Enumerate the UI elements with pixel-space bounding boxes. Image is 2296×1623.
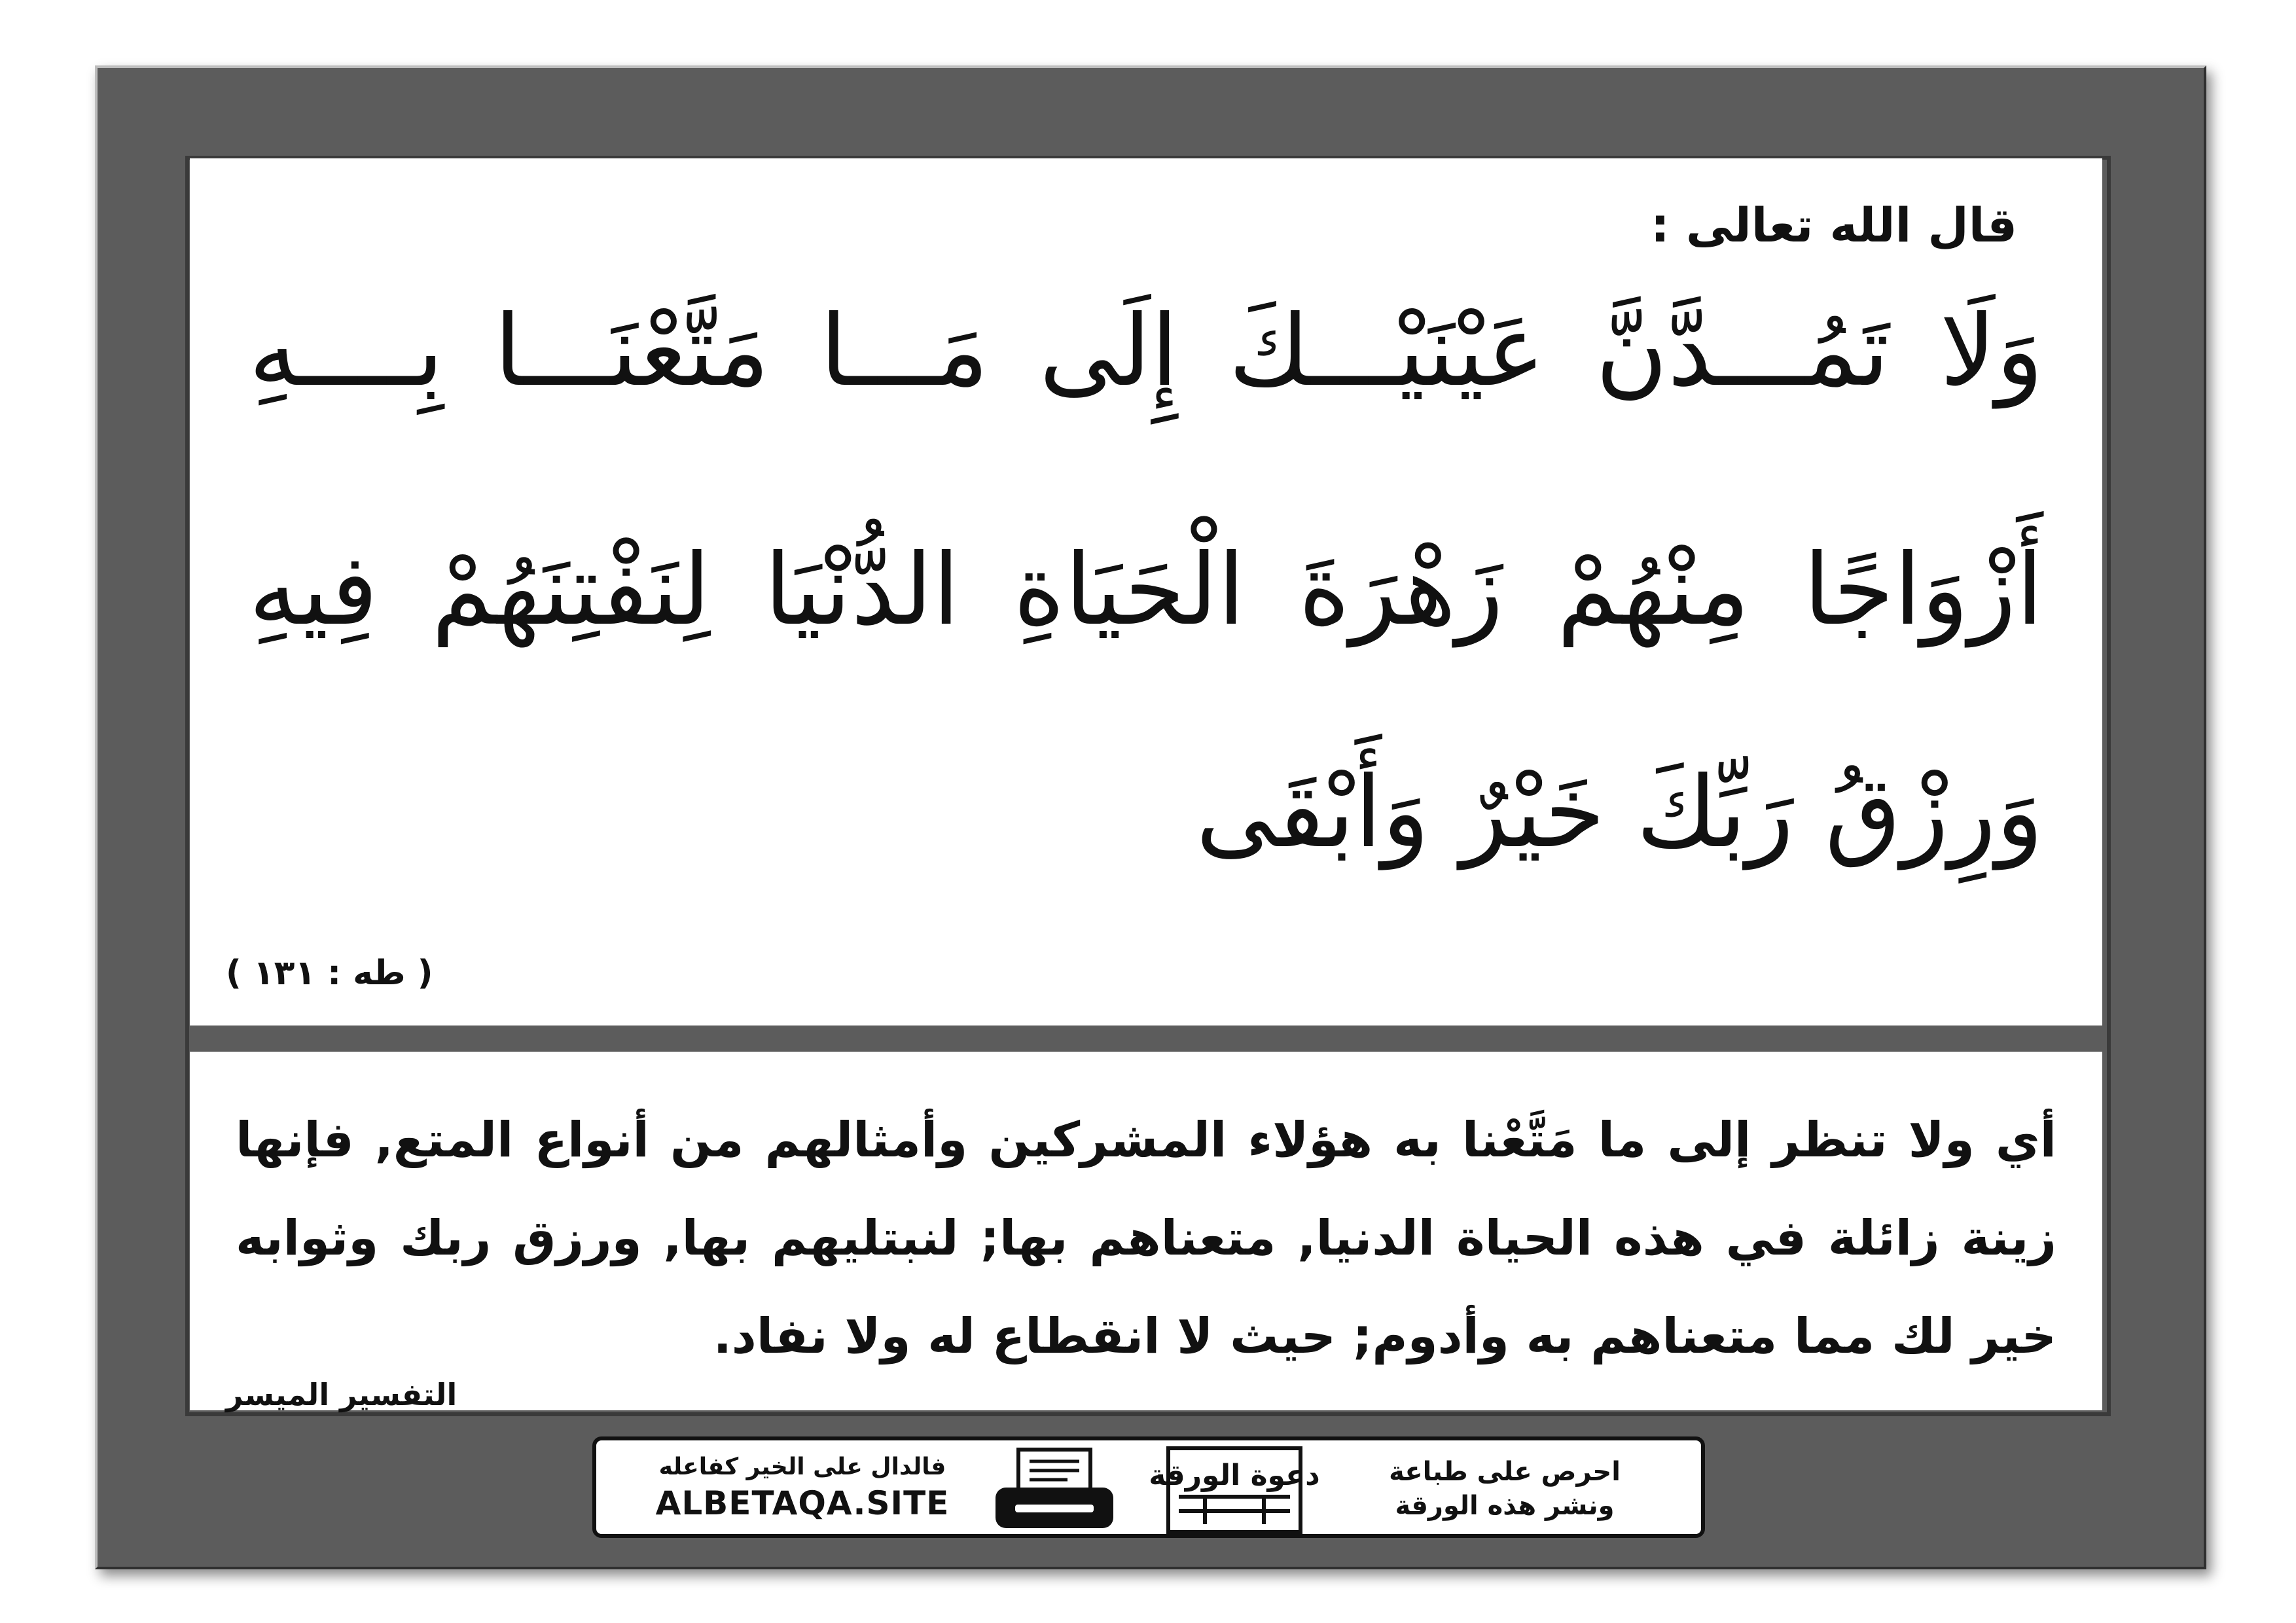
- logo-text: دعوة الورقة: [1149, 1459, 1320, 1492]
- verse-line-3: وَرِزْقُ رَبِّكَ خَيْرٌ وَأَبْقَى: [1196, 756, 2043, 870]
- tafsir-source: التفسير الميسر: [226, 1377, 457, 1412]
- tafsir-line-2: زينة زائلة في هذه الحياة الدنيا, متعناهم بها; لنبتليهم بها, ورزق ربك وثوابه: [236, 1210, 2056, 1266]
- footer-site-block: [649, 1454, 956, 1522]
- verse-reference: ( طه : ١٣١ ): [226, 954, 433, 993]
- footer-tagline: فالدال على الخير كفاعله: [658, 1454, 946, 1480]
- printer-icon: [989, 1447, 1120, 1532]
- tafsir-line-3: خير لك مما متعناهم به وأدوم; حيث لا انقطاع له ولا نفاد.: [713, 1308, 2056, 1364]
- footer-share-note: [1354, 1455, 1655, 1523]
- footer-note-line-2: ونشر هذه الورقة: [1395, 1491, 1615, 1521]
- tafsir-line-1: أي ولا تنظر إلى ما مَتَّعْنا به هؤلاء المشركين وأمثالهم من أنواع المتع, فإنها: [236, 1112, 2056, 1168]
- footer-note-line-1: احرص على طباعة: [1389, 1457, 1621, 1487]
- verse-line-1: وَلَا تَمُـــدَّنَّ عَيْنَيْـــكَ إِلَى مَـــا مَتَّعْنَـــا بِــــهِ: [249, 294, 2043, 408]
- dawah-logo: [1149, 1446, 1320, 1535]
- content-card: [190, 158, 2102, 1410]
- verse-heading: قال الله تعالى :: [1650, 198, 2017, 253]
- footer-banner: [592, 1436, 1705, 1538]
- footer-site-link[interactable]: ALBETAQA.SITE: [655, 1484, 950, 1522]
- section-divider: [190, 1026, 2102, 1052]
- verse-line-2: أَزْوَاجًا مِنْهُمْ زَهْرَةَ الْحَيَاةِ الدُّنْيَا لِنَفْتِنَهُمْ فِيهِ: [249, 533, 2043, 647]
